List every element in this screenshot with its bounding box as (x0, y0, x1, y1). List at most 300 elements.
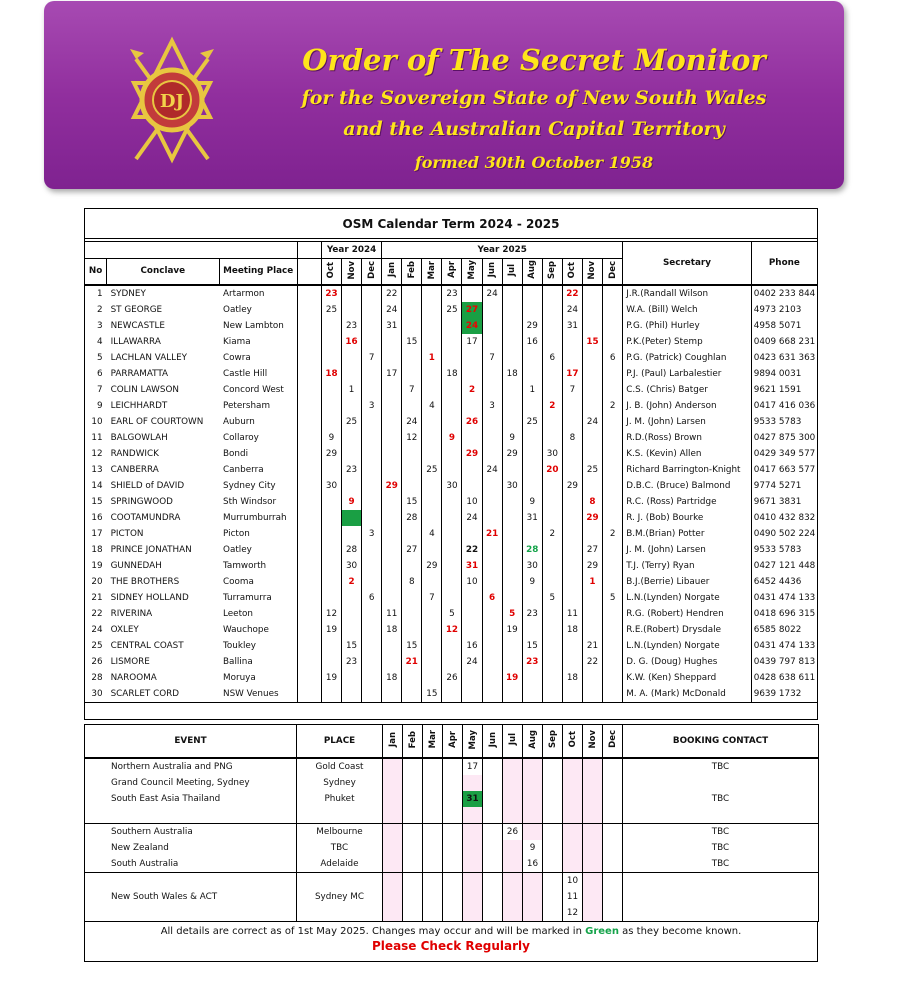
meeting-date (321, 590, 341, 606)
meeting-date (603, 686, 623, 703)
meeting-date (362, 446, 382, 462)
meeting-date (522, 350, 542, 366)
year-2024-header: Year 2024 (321, 242, 381, 259)
meeting-date (562, 590, 582, 606)
month-header: Dec (362, 259, 382, 285)
meeting-date (362, 606, 382, 622)
meeting-date (582, 366, 602, 382)
event-name: Northern Australia and PNG (85, 758, 297, 775)
month-header: Mar (422, 259, 442, 285)
meeting-date (482, 318, 502, 334)
meeting-date (402, 350, 422, 366)
event-date (443, 840, 463, 856)
event-date (483, 791, 503, 807)
meeting-date: 2 (542, 398, 562, 414)
meeting-date: 29 (422, 558, 442, 574)
meeting-place: Auburn (223, 416, 255, 427)
event-date (463, 775, 483, 791)
meeting-date (542, 494, 562, 510)
meeting-date: 18 (562, 622, 582, 638)
secretary-name: J. M. (John) Larsen (623, 542, 752, 558)
secretary-name: D.B.C. (Bruce) Balmond (623, 478, 752, 494)
conclave-row (85, 285, 818, 302)
meeting-date (542, 382, 562, 398)
meeting-date (362, 462, 382, 478)
meeting-date (442, 558, 462, 574)
event-month-header: Jul (503, 724, 523, 758)
meeting-date (342, 398, 362, 414)
conclave-number: 13 (91, 464, 103, 475)
meeting-date (522, 285, 542, 302)
conclave-number: 14 (91, 480, 103, 491)
meeting-date (321, 654, 341, 670)
event-row (85, 856, 819, 873)
event-place: Melbourne (297, 824, 383, 841)
event-name: Southern Australia (85, 824, 297, 841)
event-date (443, 758, 463, 775)
meeting-place: Ballina (223, 656, 253, 667)
meeting-date (603, 430, 623, 446)
meeting-date: 11 (562, 606, 582, 622)
meeting-date (321, 414, 341, 430)
meeting-date (462, 622, 482, 638)
meeting-date (382, 574, 402, 590)
meeting-date (502, 558, 522, 574)
conclave-number: 16 (91, 512, 103, 523)
secretary-name: J. M. (John) Larsen (623, 414, 752, 430)
event-date (443, 889, 463, 905)
meeting-date (402, 670, 422, 686)
meeting-date: 2 (603, 398, 623, 414)
event-date (583, 889, 603, 905)
conclave-row (85, 574, 818, 590)
meeting-date (462, 478, 482, 494)
month-header: May (462, 259, 482, 285)
meeting-date: 7 (362, 350, 382, 366)
conclave-name: GUNNEDAH (110, 560, 162, 571)
event-date (403, 758, 423, 775)
meeting-date (321, 686, 341, 703)
event-date (423, 791, 443, 807)
secretary-name: T.J. (Terry) Ryan (623, 558, 752, 574)
meeting-date: 27 (582, 542, 602, 558)
meeting-date (502, 318, 522, 334)
event-date (443, 775, 463, 791)
meeting-date: 21 (402, 654, 422, 670)
event-date (523, 905, 543, 922)
phone-number: 4958 5071 (753, 320, 802, 331)
spacer-cell (297, 366, 321, 382)
meeting-date: 24 (482, 462, 502, 478)
meeting-date (362, 510, 382, 526)
event-date (523, 873, 543, 890)
calendar-sheet (84, 208, 818, 962)
meeting-date (542, 510, 562, 526)
event-row (85, 889, 819, 905)
spacer-cell (297, 382, 321, 398)
phone-number: 9639 1732 (753, 688, 802, 699)
conclave-name: RANDWICK (110, 448, 159, 459)
meeting-date: 16 (342, 334, 362, 350)
meeting-date (422, 670, 442, 686)
event-date: 26 (503, 824, 523, 841)
meeting-date (462, 526, 482, 542)
event-date (483, 856, 503, 873)
meeting-date (442, 590, 462, 606)
meeting-date: 25 (422, 462, 442, 478)
conclave-name: LISMORE (110, 656, 150, 667)
conclave-row (85, 670, 818, 686)
conclave-row (85, 334, 818, 350)
event-date (463, 824, 483, 841)
conclave-row (85, 542, 818, 558)
conclave-row (85, 382, 818, 398)
event-date (543, 856, 563, 873)
meeting-date: 29 (582, 558, 602, 574)
meeting-date (462, 285, 482, 302)
meeting-date: 25 (522, 414, 542, 430)
event-date (583, 824, 603, 841)
meeting-date: 15 (422, 686, 442, 703)
phone-number: 0417 663 577 (753, 464, 816, 475)
month-header: Jun (482, 259, 502, 285)
conclave-name: PRINCE JONATHAN (110, 544, 192, 555)
meeting-date: 23 (342, 462, 362, 478)
conclave-name: SHIELD of DAVID (110, 480, 185, 491)
meeting-date (402, 478, 422, 494)
meeting-date: 9 (502, 430, 522, 446)
conclave-name: LEICHHARDT (110, 400, 168, 411)
meeting-date (362, 494, 382, 510)
meeting-date: 12 (402, 430, 422, 446)
meeting-date (502, 638, 522, 654)
spacer-cell (297, 285, 321, 302)
booking-contact: TBC (623, 758, 819, 775)
meeting-date: 6 (362, 590, 382, 606)
meeting-date: 22 (382, 285, 402, 302)
meeting-date (542, 654, 562, 670)
conclave-number: 24 (91, 624, 103, 635)
place-header: PLACE (297, 724, 383, 758)
conclave-row (85, 510, 818, 526)
meeting-date (542, 285, 562, 302)
event-month-header: Oct (563, 724, 583, 758)
meeting-date (502, 494, 522, 510)
conclave-number: 6 (96, 368, 103, 379)
meeting-date: 25 (342, 414, 362, 430)
meeting-date: 28 (342, 542, 362, 558)
event-row (85, 758, 819, 775)
event-date (603, 905, 623, 922)
meeting-date (382, 430, 402, 446)
conclave-name: ILLAWARRA (110, 336, 161, 347)
event-name: Grand Council Meeting, Sydney (85, 775, 297, 791)
meeting-date (321, 334, 341, 350)
meeting-date: 21 (582, 638, 602, 654)
event-date (403, 807, 423, 824)
meeting-place: New Lambton (223, 320, 284, 331)
spacer-cell (297, 462, 321, 478)
meeting-date (522, 670, 542, 686)
conclave-number: 9 (96, 400, 103, 411)
meeting-date: 18 (442, 366, 462, 382)
meeting-date (542, 302, 562, 318)
meeting-date: 7 (402, 382, 422, 398)
meeting-date: 23 (342, 654, 362, 670)
event-date: 9 (523, 840, 543, 856)
conclave-number: 3 (96, 320, 103, 331)
meeting-date (582, 318, 602, 334)
meeting-date (442, 542, 462, 558)
meeting-date (582, 686, 602, 703)
meeting-date (402, 622, 422, 638)
meeting-date (603, 462, 623, 478)
event-month-header: Jun (483, 724, 503, 758)
meeting-date (321, 526, 341, 542)
meeting-date (402, 686, 422, 703)
meeting-date (382, 334, 402, 350)
conclave-name: COLIN LAWSON (110, 384, 179, 395)
meeting-date: 23 (522, 654, 542, 670)
meeting-date: 29 (321, 446, 341, 462)
spacer-cell (297, 510, 321, 526)
meeting-date: 3 (362, 398, 382, 414)
meeting-date: 15 (582, 334, 602, 350)
meeting-date (562, 542, 582, 558)
meeting-date (562, 334, 582, 350)
meeting-date (482, 638, 502, 654)
month-header: Feb (402, 259, 422, 285)
secretary-name: C.S. (Chris) Batger (623, 382, 752, 398)
meeting-date (321, 462, 341, 478)
meeting-date: 7 (562, 382, 582, 398)
meeting-date (603, 638, 623, 654)
meeting-date (603, 558, 623, 574)
meeting-date: 15 (402, 494, 422, 510)
event-date (463, 873, 483, 890)
meeting-date (582, 478, 602, 494)
meeting-date (422, 318, 442, 334)
meeting-date: 18 (382, 670, 402, 686)
event-date: 16 (523, 856, 543, 873)
meeting-date (321, 382, 341, 398)
header-banner (44, 1, 844, 189)
event-name: South Australia (85, 856, 297, 873)
conclave-name: NAROOMA (110, 672, 157, 683)
meeting-date (562, 510, 582, 526)
meeting-date (522, 526, 542, 542)
meeting-date (342, 366, 362, 382)
meeting-date (342, 446, 362, 462)
conclave-number: 4 (96, 336, 103, 347)
meeting-date: 6 (603, 350, 623, 366)
meeting-date (502, 414, 522, 430)
meeting-place: Toukley (223, 640, 257, 651)
meeting-date (422, 542, 442, 558)
event-month-header: Sep (543, 724, 563, 758)
meeting-date: 1 (422, 350, 442, 366)
meeting-date: 23 (442, 285, 462, 302)
meeting-date (442, 334, 462, 350)
meeting-date: 22 (562, 285, 582, 302)
meeting-date (442, 574, 462, 590)
meeting-date (382, 398, 402, 414)
banner-title: Order of The Secret Monitor (302, 43, 766, 77)
event-date (443, 856, 463, 873)
meeting-date (603, 446, 623, 462)
month-header: Nov (342, 259, 362, 285)
month-header: Aug (522, 259, 542, 285)
meeting-date (522, 590, 542, 606)
event-date (443, 824, 463, 841)
no-header: No (85, 259, 107, 285)
spacer-cell (297, 318, 321, 334)
meeting-date (542, 622, 562, 638)
meeting-date (402, 398, 422, 414)
spacer-cell (297, 574, 321, 590)
meeting-date (382, 462, 402, 478)
conclave-name: PARRAMATTA (110, 368, 169, 379)
event-date (563, 856, 583, 873)
meeting-date (422, 382, 442, 398)
meeting-date (562, 414, 582, 430)
secretary-name: R.G. (Robert) Hendren (623, 606, 752, 622)
event-date (483, 873, 503, 890)
meeting-date: 18 (502, 366, 522, 382)
meeting-date (482, 414, 502, 430)
meeting-date (542, 334, 562, 350)
meeting-date: 18 (562, 670, 582, 686)
meeting-date: 26 (462, 414, 482, 430)
event-date (543, 889, 563, 905)
meeting-date (562, 638, 582, 654)
meeting-date (382, 590, 402, 606)
meeting-date (362, 334, 382, 350)
spacer-cell (297, 622, 321, 638)
meeting-date (522, 462, 542, 478)
conclave-number: 28 (91, 672, 103, 683)
meeting-date: 10 (462, 494, 482, 510)
meeting-date (482, 670, 502, 686)
meeting-date: 30 (321, 478, 341, 494)
event-date (503, 791, 523, 807)
conclave-name: EARL OF COURTOWN (110, 416, 204, 427)
meeting-date (362, 558, 382, 574)
meeting-date (442, 510, 462, 526)
meeting-date (382, 382, 402, 398)
meeting-date (422, 446, 442, 462)
meeting-date: 22 (582, 654, 602, 670)
phone-number: 0490 502 224 (753, 528, 816, 539)
meeting-date (603, 366, 623, 382)
meeting-date (582, 670, 602, 686)
secretary-name: J. B. (John) Anderson (623, 398, 752, 414)
conclave-row (85, 526, 818, 542)
meeting-date: 9 (522, 494, 542, 510)
meeting-date (502, 462, 522, 478)
meeting-date (582, 606, 602, 622)
conclave-name: COOTAMUNDRA (110, 512, 181, 523)
meeting-date (542, 606, 562, 622)
meeting-date (603, 606, 623, 622)
conclave-name: RIVERINA (110, 608, 153, 619)
meeting-date: 5 (502, 606, 522, 622)
meeting-date (522, 446, 542, 462)
event-date (543, 873, 563, 890)
meeting-date (562, 350, 582, 366)
meeting-date (562, 462, 582, 478)
meeting-date (442, 638, 462, 654)
meeting-date (603, 285, 623, 302)
meeting-date (321, 558, 341, 574)
booking-contact (623, 905, 819, 922)
event-date (483, 824, 503, 841)
meeting-date (603, 334, 623, 350)
banner-subtitle-2: and the Australian Capital Territory (343, 118, 725, 140)
event-date (443, 791, 463, 807)
event-date (563, 791, 583, 807)
calendar-table (84, 241, 818, 703)
booking-contact: TBC (623, 824, 819, 841)
event-date (443, 905, 463, 922)
event-date (543, 791, 563, 807)
meeting-date (402, 285, 422, 302)
booking-contact: TBC (623, 791, 819, 807)
meeting-date (482, 606, 502, 622)
conclave-number: 2 (96, 304, 103, 315)
phone-number: 0417 416 036 (753, 400, 816, 411)
event-date (603, 775, 623, 791)
meeting-date (422, 414, 442, 430)
phone-number: 9671 3831 (753, 496, 802, 507)
meeting-place: Cowra (223, 352, 251, 363)
conclave-name: SIDNEY HOLLAND (110, 592, 189, 603)
meeting-date: 24 (382, 302, 402, 318)
secretary-name: R.D.(Ross) Brown (623, 430, 752, 446)
meeting-date: 29 (502, 446, 522, 462)
event-date (383, 824, 403, 841)
meeting-place: Canberra (223, 464, 264, 475)
phone-number: 0428 638 611 (753, 672, 816, 683)
event-date (483, 807, 503, 824)
meeting-date (462, 462, 482, 478)
secretary-name: M. A. (Mark) McDonald (623, 686, 752, 703)
month-header: Apr (442, 259, 462, 285)
spacer-cell (297, 654, 321, 670)
meeting-date (502, 382, 522, 398)
meeting-date (422, 510, 442, 526)
meeting-date (582, 398, 602, 414)
event-date (483, 905, 503, 922)
meeting-place: Bondi (223, 448, 249, 459)
event-date (603, 873, 623, 890)
secretary-name: P.G. (Phil) Hurley (623, 318, 752, 334)
events-table (84, 724, 819, 923)
event-date (483, 775, 503, 791)
event-date (463, 856, 483, 873)
meeting-date (542, 574, 562, 590)
event-place (297, 905, 383, 922)
event-date (463, 807, 483, 824)
event-date (603, 840, 623, 856)
event-date (503, 807, 523, 824)
meeting-date (542, 430, 562, 446)
meeting-date: 21 (482, 526, 502, 542)
meeting-date (402, 526, 422, 542)
phone-number: 0431 474 133 (753, 640, 816, 651)
event-month-header: Apr (443, 724, 463, 758)
meeting-date (502, 574, 522, 590)
